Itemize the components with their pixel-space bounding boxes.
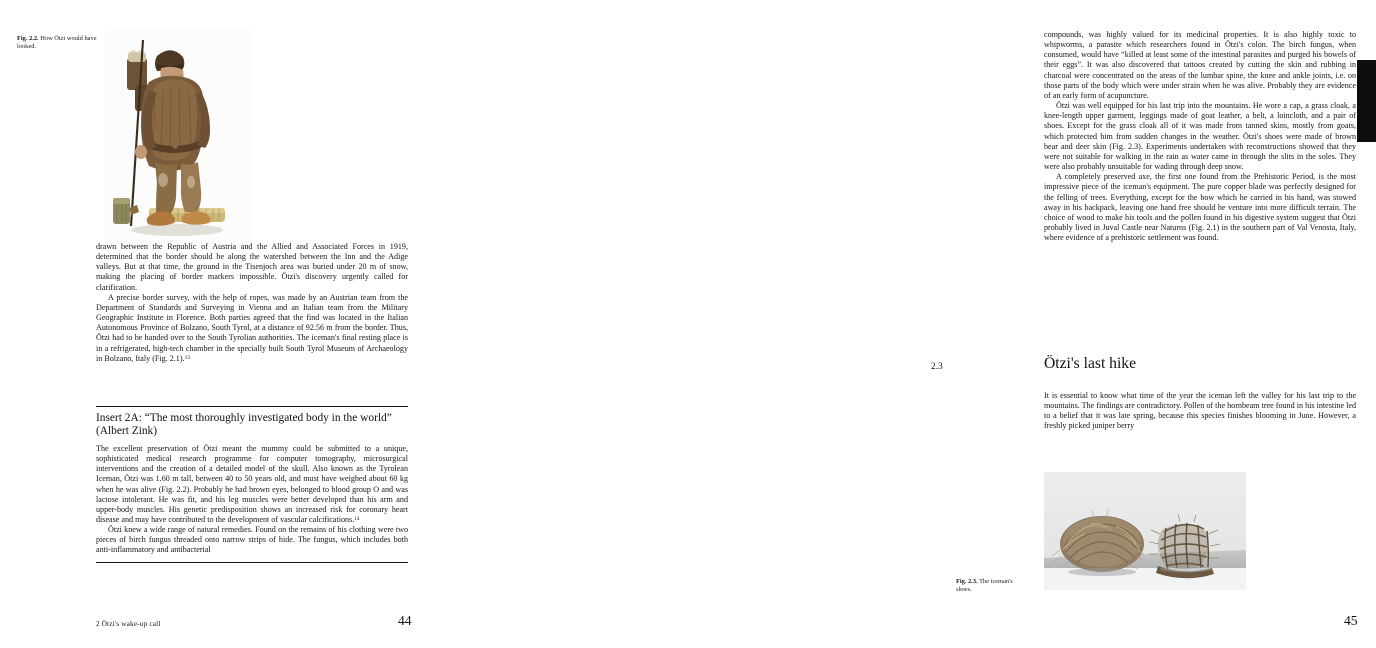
left-body-text (96, 242, 408, 364)
figure-caption-text: The iceman's shoes. (956, 578, 1013, 594)
figure-caption-2-2 (17, 35, 97, 52)
insert-body (96, 444, 408, 556)
paragraph: A completely preserved axe, the first one found from the Prehistoric Period, is the most impressive piece of the iceman's equipment. The pure copper blade was perfectly designed for the felling of trees. Everything, except for the bow which he carried in his hand, was stowed away in his backpack, leaving one hand free should he venture into more difficult terrain. The choice of wood to make his tools and the pollen found in his digestive system suggest that Ötzi probably lived in Juval Castle near Naturns (Fig. 2.1) in the southern part of Val Venosta, Italy, where evidence of a prehistoric settlement was found. (1044, 172, 1356, 243)
left-page-footer (96, 619, 161, 628)
paragraph: The excellent preservation of Ötzi meant the mummy could be submitted to a unique, sophisticated medical research programme for computer tomography, microsurgical interventions and the creation of a detailed model of the skull. Also known as the Tyrolean Iceman, Ötzi was 1.60 m tall, between 40 to 50 years old, and must have weighed about 60 kg when he was alive (Fig. 2.2). Probably he had brown eyes, belonged to blood group O and was lactose intolerant. He was fit, and his leg muscles were better developed than his arm and upper-body muscles. His genetic predisposition shows an increased risk for coronary heart disease and may have contributed to the development of vascular calcifications.$^{14}$ (96, 443, 408, 524)
right-page (459, 0, 1358, 648)
right-body-text (1044, 30, 1356, 243)
section-number: 2.3 (931, 362, 943, 372)
left-page (0, 0, 458, 648)
footnote-marker: 14 (354, 515, 360, 522)
paragraph: Ötzi was well equipped for his last trip into the mountains. He wore a cap, a grass cloak, a knee-length upper garment, leggings made of goat leather, a belt, a loincloth, and a pair of shoes. Except for the grass cloak all of it was made from tanned skins, mostly from goats, which protected him from sudden changes in the weather. Ötzi's shoes were made of brown bear and deer skin (Fig. 2.3). Experiments undertaken with reconstructions showed that they were not suitable for walking in the rain as water came in through the slits in the soles. They were also probably unsuitable for wading through deep snow. (1044, 101, 1356, 172)
left-page-number: 44 (398, 613, 412, 628)
otzi-reconstruction-image (105, 30, 250, 248)
paragraph: It is essential to know what time of the year the iceman left the valley for his last trip to the mountains. The findings are contradictory. Pollen of the hornbeam tree found in his intestine led to a belief that it was late spring, because this species finishes blooming in June. However, a freshly picked juniper berry (1044, 391, 1356, 431)
figure-caption-2-3 (956, 578, 1026, 595)
footnote-marker: 13 (184, 354, 190, 361)
footer-chapter-number: 2 (96, 619, 100, 628)
figure-label: Fig. 2.2. (17, 35, 39, 42)
insert-title: Insert 2A: “The most thoroughly investigated body in the world” (Albert Zink) (96, 412, 392, 438)
figure-caption-text: How Ötzi would have looked. (17, 35, 97, 51)
paragraph: drawn between the Republic of Austria and the Allied and Associated Forces in 1919, determined that the border should be along the watershed between the Inn and the Adige valleys. But at that time, the ground in the Tisenjoch area was buried under 20 m of snow, making the placing of border markers impossible. Ötzi's discovery urgently called for clarification. (96, 242, 408, 292)
section-title: Ötzi's last hike (1044, 355, 1137, 372)
figure-label: Fig. 2.3. (956, 578, 978, 585)
paragraph: compounds, was highly valued for its medicinal properties. It is also highly toxic to whipworms, a parasite which researchers found in Ötzi's colon. The birch fungus, when consumed, would have “killed at least some of the intestinal parasites and purged his bowels of their eggs”. It was also discovered that tattoos created by cutting the skin and rubbing in charcoal were concentrated on the areas of the lumbar spine, the knee and ankle joints, i.e. on those parts of the body which were under strain when he was alive. Probably they are evidence of an early form of acupuncture. (1044, 30, 1356, 100)
right-page-number: 45 (1344, 613, 1358, 628)
iceman-shoes-image (1044, 472, 1246, 590)
section-intro-paragraph (1044, 391, 1356, 432)
paragraph: A precise border survey, with the help of ropes, was made by an Austrian team from the Department of Standards and Surveying in Vienna and an Italian team from the Military Geographic Institute in Florence. Both parties agreed that the find was located in the Italian Autonomous Province of Bolzano, South Tyrol, at a distance of 92.56 m from the border. Thus, Ötzi had to be handed over to the South Tyrolian authorities. The iceman's final resting place is in a refrigerated, high-tech chamber in the specially built South Tyrol Museum of Archaeology in Bolzano, Italy (Fig. 2.1).$^{13}$ (96, 292, 408, 363)
footer-chapter-title: Ötzi's wake-up call (101, 619, 161, 628)
chapter-thumb-index-tab (1357, 60, 1376, 142)
paragraph: Ötzi knew a wide range of natural remedies. Found on the remains of his clothing were two pieces of birch fungus threaded onto narrow strips of hide. The fungus, which includes both anti-inflammatory and antibacterial (96, 525, 408, 555)
insert-box-2a (96, 406, 408, 563)
